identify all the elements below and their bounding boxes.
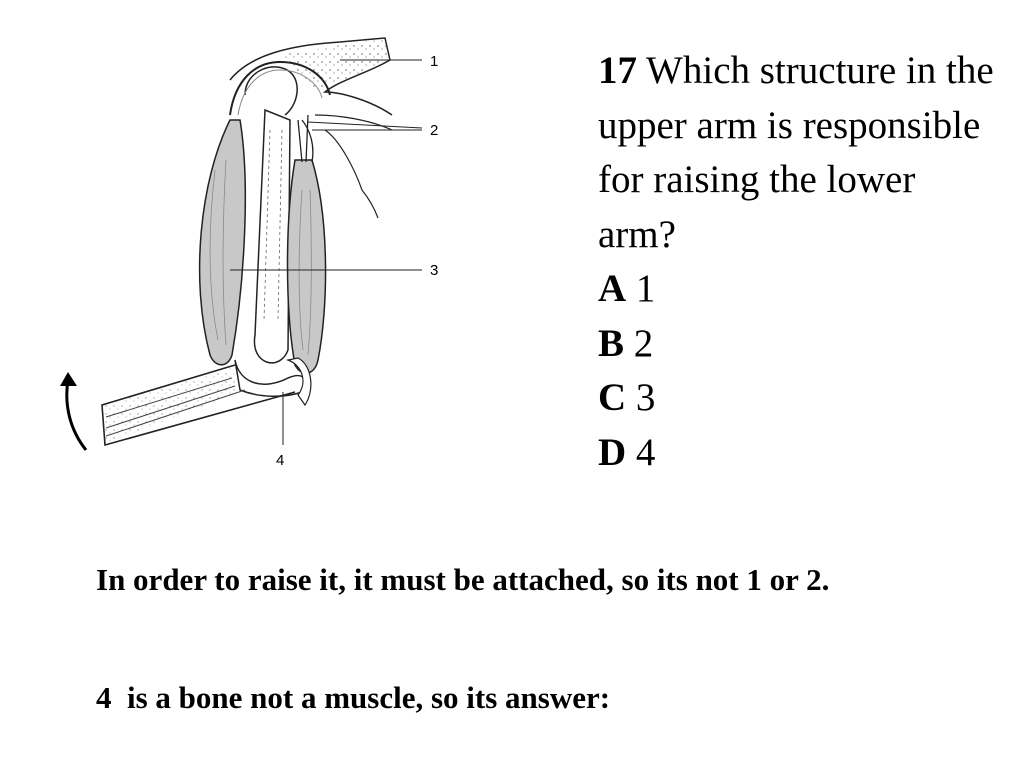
option-c[interactable]	[598, 371, 998, 426]
option-c-value: 3	[635, 376, 656, 419]
diagram-label-1: 1	[430, 53, 439, 70]
raise-arrowhead-icon	[60, 372, 77, 386]
question-text: Which structure in the upper arm is responsible for raising the lower arm?	[598, 49, 994, 256]
humerus	[254, 110, 290, 363]
option-c-letter: C	[598, 376, 627, 419]
humeral-head	[245, 67, 297, 115]
arm-diagram	[40, 20, 480, 480]
diagram-label-3: 3	[430, 262, 439, 279]
answer-options	[598, 262, 998, 480]
question-block	[598, 44, 998, 480]
option-b[interactable]	[598, 317, 998, 372]
triceps-muscle	[288, 160, 326, 373]
question-stem	[598, 44, 998, 262]
leader-line-2a	[308, 122, 422, 128]
option-d-letter: D	[598, 430, 627, 474]
option-d[interactable]	[598, 426, 998, 481]
arm-diagram-svg	[40, 20, 480, 480]
diagram-label-2: 2	[430, 122, 439, 139]
raise-arrow-icon	[67, 380, 86, 450]
option-a-value: 1	[635, 267, 656, 310]
chest-outline	[325, 130, 378, 218]
option-a[interactable]	[598, 262, 998, 317]
explanation-line-2: 4 is a bone not a muscle, so its answer:	[96, 680, 611, 715]
question-number: 17	[598, 49, 637, 92]
diagram-label-4: 4	[276, 452, 285, 469]
option-b-letter: B	[598, 321, 625, 365]
option-d-value: 4	[635, 430, 656, 474]
option-a-letter: A	[598, 267, 627, 310]
biceps-muscle	[200, 120, 246, 365]
explanation-line-1: In order to raise it, it must be attached, so its not 1 or 2.	[96, 562, 830, 597]
option-b-value: 2	[633, 321, 654, 365]
forearm-stipple	[102, 368, 240, 444]
